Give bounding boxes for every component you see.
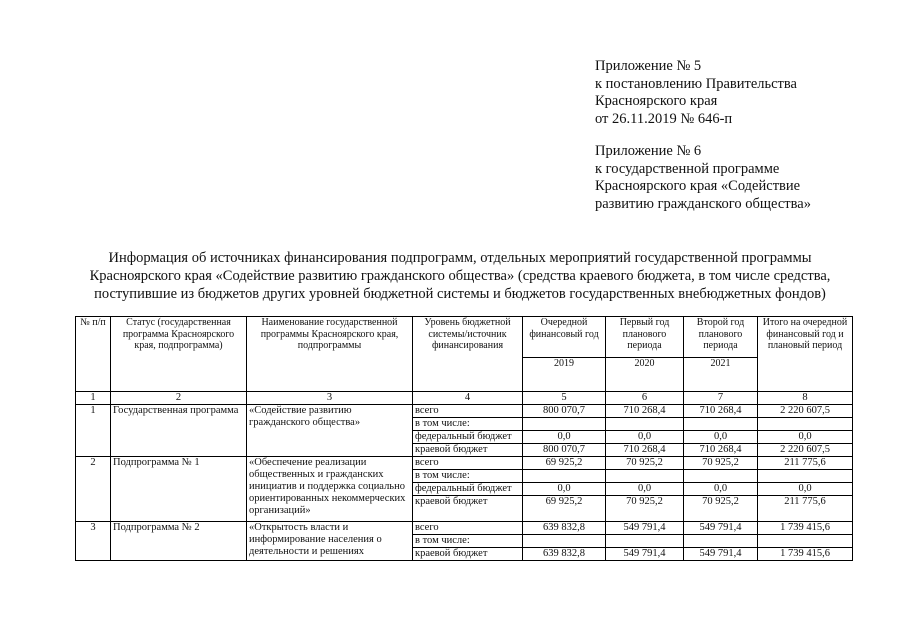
- value-cell: 0,0: [684, 483, 758, 496]
- level-cell: федеральный бюджет: [413, 483, 523, 496]
- value-cell: 0,0: [523, 483, 606, 496]
- row-status: Подпрограмма № 1: [111, 457, 247, 522]
- value-cell: 70 925,2: [684, 457, 758, 470]
- col-number: 3: [247, 392, 413, 405]
- header-status: Статус (государственная программа Красноярского края, подпрограмма): [111, 317, 247, 392]
- appendix-6-block: [595, 143, 811, 213]
- total-cell: 2 220 607,5: [758, 405, 853, 418]
- row-num: 3: [76, 522, 111, 561]
- value-cell: 800 070,7: [523, 444, 606, 457]
- row-status: Подпрограмма № 2: [111, 522, 247, 561]
- level-cell: в том числе:: [413, 470, 523, 483]
- level-cell: в том числе:: [413, 535, 523, 548]
- value-cell: 0,0: [606, 483, 684, 496]
- value-cell: 710 268,4: [606, 405, 684, 418]
- total-cell: [758, 535, 853, 548]
- row-num: 1: [76, 405, 111, 457]
- value-cell: 0,0: [606, 431, 684, 444]
- row-status: Государственная программа: [111, 405, 247, 457]
- document-title: [70, 249, 850, 303]
- table-row: [76, 405, 853, 418]
- header-year2: Первый год планового периода: [606, 317, 684, 358]
- value-cell: [684, 470, 758, 483]
- value-cell: 0,0: [523, 431, 606, 444]
- value-cell: [523, 535, 606, 548]
- value-cell: [523, 470, 606, 483]
- value-cell: 800 070,7: [523, 405, 606, 418]
- total-cell: [758, 418, 853, 431]
- col-number: 6: [606, 392, 684, 405]
- column-number-row: [76, 392, 853, 405]
- value-cell: [684, 535, 758, 548]
- total-cell: 1 739 415,6: [758, 548, 853, 561]
- level-cell: краевой бюджет: [413, 444, 523, 457]
- level-cell: всего: [413, 457, 523, 470]
- col-number: 1: [76, 392, 111, 405]
- header-row: [76, 317, 853, 358]
- header-year3: Второй год планового периода: [684, 317, 758, 358]
- total-cell: [758, 470, 853, 483]
- value-cell: 549 791,4: [684, 522, 758, 535]
- value-cell: 549 791,4: [606, 522, 684, 535]
- year-cell: 2019: [523, 358, 606, 392]
- row-name: «Содействие развитию гражданского общества»: [247, 405, 413, 457]
- value-cell: 549 791,4: [606, 548, 684, 561]
- title-line: поступившие из бюджетов других уровней бюджетной системы и бюджетов государственных внебюджетных фондов): [94, 286, 826, 302]
- year-cell: 2021: [684, 358, 758, 392]
- total-cell: 0,0: [758, 483, 853, 496]
- appendix-line: развитию гражданского общества»: [595, 195, 811, 212]
- value-cell: [606, 418, 684, 431]
- header-num: № п/п: [76, 317, 111, 392]
- value-cell: 70 925,2: [606, 457, 684, 470]
- value-cell: 710 268,4: [606, 444, 684, 457]
- total-cell: 211 775,6: [758, 496, 853, 522]
- level-cell: федеральный бюджет: [413, 431, 523, 444]
- value-cell: 710 268,4: [684, 405, 758, 418]
- title-line: Красноярского края «Содействие развитию гражданского общества» (средства краевого бюджета, в том числе средства,: [89, 268, 831, 284]
- value-cell: 639 832,8: [523, 522, 606, 535]
- col-number: 4: [413, 392, 523, 405]
- total-cell: 211 775,6: [758, 457, 853, 470]
- value-cell: 70 925,2: [606, 496, 684, 522]
- appendix-line: от 26.11.2019 № 646-п: [595, 110, 733, 127]
- table-row: [76, 457, 853, 470]
- appendix-line: Красноярского края: [595, 93, 718, 109]
- level-cell: в том числе:: [413, 418, 523, 431]
- col-number: 8: [758, 392, 853, 405]
- table-row: [76, 522, 853, 535]
- total-cell: 2 220 607,5: [758, 444, 853, 457]
- col-number: 7: [684, 392, 758, 405]
- value-cell: [606, 470, 684, 483]
- value-cell: 0,0: [684, 431, 758, 444]
- header-name: Наименование государственной программы Красноярского края, подпрограммы: [247, 317, 413, 392]
- value-cell: 710 268,4: [684, 444, 758, 457]
- value-cell: 70 925,2: [684, 496, 758, 522]
- value-cell: 69 925,2: [523, 457, 606, 470]
- col-number: 2: [111, 392, 247, 405]
- value-cell: [523, 418, 606, 431]
- appendix-line: Приложение № 6: [595, 143, 702, 159]
- appendix-line: к государственной программе: [595, 160, 780, 177]
- row-name: «Обеспечение реализации общественных и гражданских инициатив и поддержка социально ориентированных некоммерческих организаций»: [247, 457, 413, 522]
- financing-table: [75, 316, 853, 561]
- value-cell: 69 925,2: [523, 496, 606, 522]
- total-cell: 1 739 415,6: [758, 522, 853, 535]
- value-cell: [606, 535, 684, 548]
- value-cell: 639 832,8: [523, 548, 606, 561]
- level-cell: всего: [413, 522, 523, 535]
- title-line: Информация об источниках финансирования подпрограмм, отдельных мероприятий государственной программы: [108, 250, 812, 266]
- level-cell: всего: [413, 405, 523, 418]
- appendix-line: Приложение № 5: [595, 58, 702, 74]
- col-number: 5: [523, 392, 606, 405]
- header-year1: Очередной финансовый год: [523, 317, 606, 358]
- value-cell: [684, 418, 758, 431]
- header-level: Уровень бюджетной системы/источник финансирования: [413, 317, 523, 392]
- year-cell: 2020: [606, 358, 684, 392]
- appendix-line: к постановлению Правительства: [595, 75, 797, 92]
- total-cell: 0,0: [758, 431, 853, 444]
- appendix-5-block: [595, 58, 797, 128]
- level-cell: краевой бюджет: [413, 496, 523, 522]
- header-total: Итого на очередной финансовый год и плановый период: [758, 317, 853, 392]
- row-name: «Открытость власти и информирование населения о деятельности и решениях: [247, 522, 413, 561]
- appendix-line: Красноярского края «Содействие: [595, 178, 801, 194]
- value-cell: 549 791,4: [684, 548, 758, 561]
- row-num: 2: [76, 457, 111, 522]
- level-cell: краевой бюджет: [413, 548, 523, 561]
